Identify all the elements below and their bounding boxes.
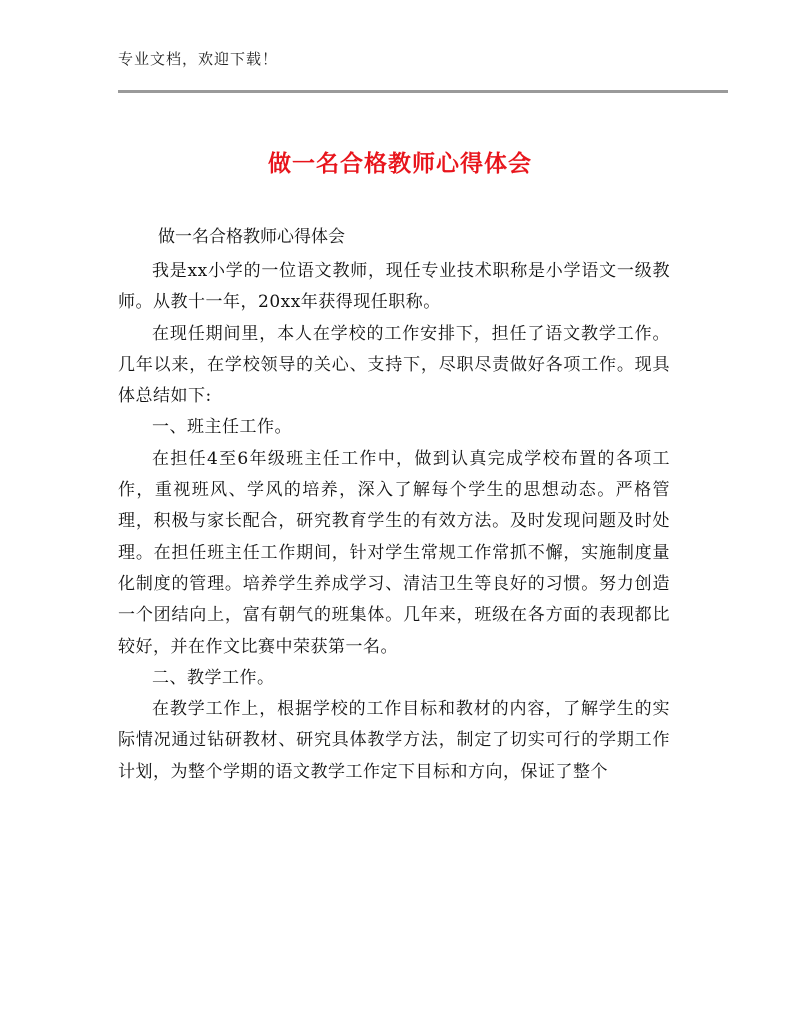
document-title: 做一名合格教师心得体会 <box>268 151 532 177</box>
paragraph-tenure: 在现任期间里，本人在学校的工作安排下，担任了语文教学工作。几年以来，在学校领导的关心、支持下，尽职尽责做好各项工作。现具体总结如下: <box>118 323 670 407</box>
header-divider <box>118 90 728 93</box>
paragraph-class-teacher: 在担任4至6年级班主任工作中，做到认真完成学校布置的各项工作，重视班风、学风的培养，深入了解每个学生的思想动态。严格管理，积极与家长配合，研究教育学生的有效方法。及时发现问题及时处理。在担任班主任工作期间，针对学生常规工作常抓不懈，实施制度量化制度的管理。培养学生养成学习、清洁卫生等良好的习惯。努力创造一个团结向上，富有朝气的班集体。几年来，班级在各方面的表现都比较好，并在作文比赛中荣获第一名。 <box>118 448 670 657</box>
section-heading-class-teacher: 一、班主任工作。 <box>152 417 292 438</box>
page-header-text: 专业文档，欢迎下载！ <box>118 50 279 68</box>
document-subtitle: 做一名合格教师心得体会 <box>158 227 345 247</box>
document-body <box>118 256 670 788</box>
paragraph-teaching: 在教学工作上，根据学校的工作目标和教材的内容，了解学生的实际情况通过钻研教材、研究具体教学方法，制定了切实可行的学期工作计划，为整个学期的语文教学工作定下目标和方向，保证了整个 <box>118 699 670 782</box>
section-heading-teaching: 二、教学工作。 <box>152 667 275 688</box>
paragraph-intro: 我是xx小学的一位语文教师，现任专业技术职称是小学语文一级教师。从教十一年，20xx年获得现任职称。 <box>118 261 670 313</box>
